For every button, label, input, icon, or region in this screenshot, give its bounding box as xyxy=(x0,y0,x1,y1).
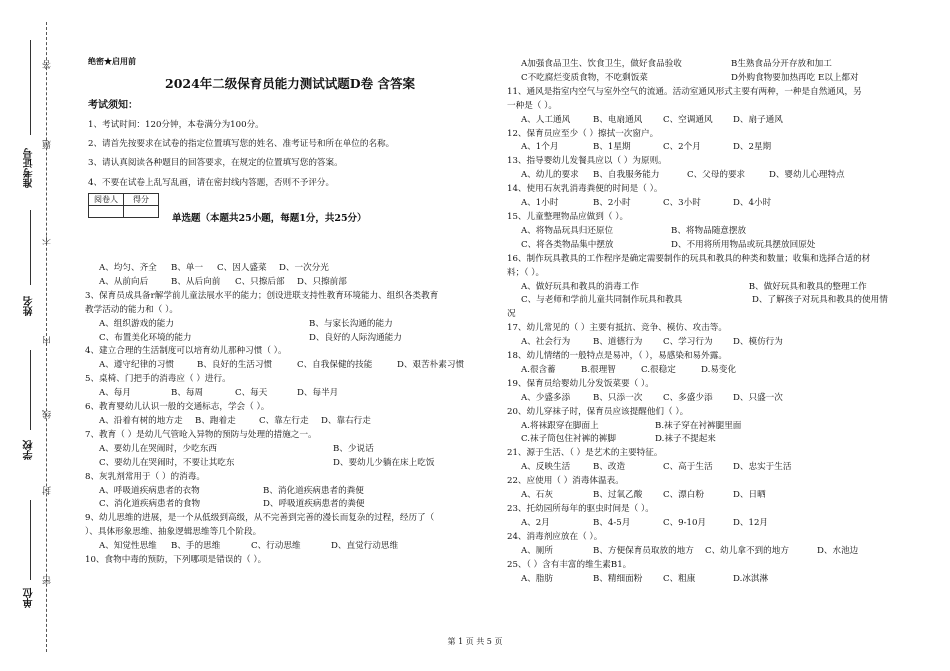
question-line xyxy=(507,364,917,378)
answer-option: A、厕所 xyxy=(521,545,553,556)
question-line: 16、制作玩具教具的工作程序是确定需要制作的玩具和教具的种类和数量；收集和选择合适的材 xyxy=(507,253,871,264)
answer-option: D、了解孩子对玩具和教具的使用情 xyxy=(752,295,888,306)
answer-option: C、将各类物品集中摆放 xyxy=(521,239,614,250)
page-footer: 第 1 页 共 5 页 xyxy=(447,637,503,646)
question-line xyxy=(85,318,495,332)
answer-option: C、因人盛菜 xyxy=(217,263,267,273)
answer-option: B、做好玩具和教具的整理工作 xyxy=(748,281,867,292)
answer-option: C、布置美化环境的能力 xyxy=(99,332,192,343)
notice-item: 1、考试时间：120分钟，本卷满分为100分。 xyxy=(88,120,264,130)
question-line xyxy=(507,58,917,72)
answer-option: C不吃腐烂变质食物，不吃剩饭菜 xyxy=(521,72,648,83)
answer-option: B、改造 xyxy=(593,462,626,473)
score-table xyxy=(88,193,159,218)
school-underline xyxy=(30,350,31,430)
question-line xyxy=(85,276,495,290)
question-line: 20、幼儿穿袜子时，保育员应该提醒他们（ ）。 xyxy=(507,406,689,417)
answer-option: B、少说话 xyxy=(333,443,374,454)
answer-option: D、12月 xyxy=(733,517,769,528)
question-line xyxy=(507,573,917,587)
question-line xyxy=(85,415,495,429)
score-table-score: 得分 xyxy=(124,194,159,206)
answer-option: A.将袜跟穿在脚面上 xyxy=(521,420,599,431)
question-line xyxy=(507,141,917,155)
question-line: ）、具体形象思维、抽象逻辑思维等几个阶段。 xyxy=(85,527,262,538)
question-line: 24、消毒剂应放在（ ）。 xyxy=(507,531,603,542)
question-line xyxy=(85,540,495,554)
question-line xyxy=(507,114,917,128)
answer-option: C、空调通风 xyxy=(663,114,713,125)
question-line xyxy=(85,262,495,276)
question-line xyxy=(507,294,917,308)
answer-option: A、每月 xyxy=(99,388,131,399)
answer-option: B生熟食品分开存放和加工 xyxy=(731,59,832,69)
answer-option: A加强食品卫生、饮食卫生，做好食品验收 xyxy=(521,59,682,69)
answer-option: D、不用将所用物品或玩具摆放回原处 xyxy=(671,239,816,250)
answer-option: A、组织游戏的能力 xyxy=(99,318,174,329)
seal-char-4: 内 xyxy=(43,336,53,345)
answer-option: B、方便保育员取放的地方 xyxy=(593,545,694,556)
answer-option: D、忠实于生活 xyxy=(733,462,792,473)
question-line xyxy=(507,225,917,239)
answer-option: D、一次分光 xyxy=(279,263,329,273)
answer-option: D、只盛一次 xyxy=(733,392,783,403)
seal-char-1: 答 xyxy=(43,60,53,69)
question-line xyxy=(507,461,917,475)
right-question-column xyxy=(507,58,917,586)
seal-char-3: 不 xyxy=(43,236,53,245)
question-line: 23、托幼园所每年的驱虫时间是（ ）。 xyxy=(507,504,654,514)
question-line: 4、建立合理的生活制度可以培育幼儿那种习惯（ ）。 xyxy=(85,346,287,357)
answer-option: D、扇子通风 xyxy=(733,114,783,125)
school-label: 学校 xyxy=(24,440,35,460)
seal-char-6: 封 xyxy=(43,486,53,495)
question-line: 15、儿童整理物品应做到（ ）。 xyxy=(507,211,629,222)
question-line: 3、保育员成具备r解学前儿童法展水平的能力；创设进联支持性教育环境能力、组织各类教育 xyxy=(85,290,439,301)
answer-option: A、1小时 xyxy=(521,198,559,209)
binding-strip xyxy=(0,0,62,671)
answer-option: C、每天 xyxy=(235,388,268,399)
answer-option: D、水池边 xyxy=(817,545,859,556)
score-table-cell xyxy=(89,206,124,218)
question-line xyxy=(507,239,917,253)
question-line: 8、灰乳剂常用于（ ）的消毒。 xyxy=(85,471,205,482)
answer-option: B、过氧乙酸 xyxy=(593,490,643,501)
question-line xyxy=(507,517,917,531)
answer-option: D、呼吸道疾病患者的粪便 xyxy=(263,499,365,510)
answer-option: D外购食物要加热再吃 E以上都对 xyxy=(731,72,859,83)
question-line xyxy=(85,443,495,457)
answer-option: D、良好的人际沟通能力 xyxy=(309,332,402,343)
notice-item: 4、不要在试卷上乱写乱画，请在密封线内答题，否则不予评分。 xyxy=(88,177,335,188)
question-line xyxy=(507,72,917,86)
answer-option: A、知觉性思维 xyxy=(99,541,157,552)
question-line: 9、幼儿思维的进展，是一个从低级到高级，从不完善到完善的漫长而复杂的过程，经历了（ xyxy=(85,513,435,524)
page-title: 2024年二级保育员能力测试试题D卷 含答案 xyxy=(165,76,415,91)
question-line: 18、幼儿情绪的一般特点是易冲，（ ），易感染和易外露。 xyxy=(507,351,727,362)
unit-underline xyxy=(30,500,31,580)
notice-item: 3、请认真阅读各种题目的回答要求，在规定的位置填写您的答案。 xyxy=(88,158,343,169)
answer-option: B、4-5月 xyxy=(593,517,631,528)
answer-option: D、艰苦朴素习惯 xyxy=(397,360,465,371)
question-line xyxy=(507,420,917,434)
notice-list xyxy=(88,116,488,193)
ticket-number-label: 准考证号 xyxy=(24,148,35,188)
answer-option: A、脂肪 xyxy=(521,573,553,584)
answer-option: B、只添一次 xyxy=(593,392,643,403)
left-question-column xyxy=(85,262,495,568)
answer-option: C、9-10月 xyxy=(663,517,707,528)
question-line: 6、教育婴幼儿认识一般的交通标志，学会（ ）。 xyxy=(85,402,270,413)
answer-option: C、父母的要求 xyxy=(687,170,746,181)
answer-option: D、日晒 xyxy=(733,490,766,501)
question-line: 21、源于生活、（ ）是艺术的主要特征。 xyxy=(507,448,663,459)
question-line xyxy=(85,387,495,401)
question-line xyxy=(85,457,495,471)
question-line xyxy=(507,197,917,211)
question-line: 11、通风是指室内空气与室外空气的流通。活动室通风形式主要有两种，一种是自然通风，另 xyxy=(507,86,862,97)
answer-option: A、从前向后 xyxy=(99,276,149,287)
unit-label: 单位 xyxy=(24,588,35,608)
answer-option: D、婴幼儿心理特点 xyxy=(769,170,845,181)
answer-option: B、将物品随意摆放 xyxy=(671,225,747,236)
answer-option: C、漂白粉 xyxy=(663,490,704,501)
question-line: 13、指导婴幼儿发餐具应以（ ）为原则。 xyxy=(507,156,667,167)
question-line: 22、应使用（ ）消毒体温表。 xyxy=(507,476,624,487)
question-line xyxy=(507,545,917,559)
answer-option: C、2个月 xyxy=(663,142,701,153)
answer-option: D、只擦前部 xyxy=(297,276,347,287)
answer-option: C、与老师和学前儿童共同制作玩具和教具 xyxy=(521,295,683,306)
answer-option: C、幼儿拿不到的地方 xyxy=(705,545,789,556)
answer-option: A、2月 xyxy=(521,517,550,528)
answer-option: D、每半月 xyxy=(297,388,339,399)
answer-option: B、道德行为 xyxy=(593,337,643,348)
answer-option: B、自我服务能力 xyxy=(593,170,660,181)
notice-item: 2、请首先按要求在试卷的指定位置填写您的姓名、准考证号和所在单位的名称。 xyxy=(88,139,395,150)
answer-option: B、跑着走 xyxy=(195,415,236,426)
answer-option: D、2星期 xyxy=(733,142,772,153)
answer-option: B、单一 xyxy=(171,263,204,273)
answer-option: B、1星期 xyxy=(593,142,631,153)
answer-option: D.冰淇淋 xyxy=(733,573,769,584)
question-line: 19、保育员给婴幼儿分发饭菜要（ ）。 xyxy=(507,378,654,389)
notice-heading: 考试须知： xyxy=(88,100,138,111)
question-line xyxy=(507,336,917,350)
ticket-underline xyxy=(30,40,31,135)
answer-option: D.袜子不提起来 xyxy=(655,434,716,445)
answer-option: B、电扇通风 xyxy=(593,114,643,125)
answer-option: C、行动思维 xyxy=(251,541,301,552)
secret-mark: 绝密★启用前 xyxy=(88,56,136,66)
question-line: 10、食物中毒的预防，下列哪项是错误的（ ）。 xyxy=(85,555,267,566)
question-line xyxy=(85,359,495,373)
score-table-reviewer: 阅卷人 xyxy=(89,194,124,206)
seal-char-2: 题 xyxy=(43,140,53,149)
answer-option: B.很理智 xyxy=(581,364,616,375)
answer-option: A、呼吸道疾病患者的衣物 xyxy=(99,485,200,496)
question-line: 12、保育员应至少（ ）擦拭一次窗户。 xyxy=(507,128,659,139)
question-line xyxy=(507,281,917,295)
question-line xyxy=(507,489,917,503)
answer-option: A、做好玩具和教具的消毒工作 xyxy=(521,281,639,292)
answer-option: A、反映生活 xyxy=(521,462,571,473)
answer-option: A、幼儿的要求 xyxy=(521,170,579,181)
seal-char-7: 密 xyxy=(43,576,53,585)
question-line xyxy=(507,433,917,447)
question-line: 况 xyxy=(507,309,516,320)
answer-option: C.很稳定 xyxy=(641,364,676,375)
question-line xyxy=(507,169,917,183)
question-line xyxy=(85,498,495,512)
section-heading: 单选题（本题共25小题，每题1分，共25分） xyxy=(172,213,367,224)
question-line: 料；（ ）。 xyxy=(507,267,545,278)
answer-option: A、遵守纪律的习惯 xyxy=(99,360,174,371)
answer-option: A、1个月 xyxy=(521,142,559,153)
answer-option: A、社会行为 xyxy=(521,337,571,348)
question-line: 7、教育（ ）是幼儿气管呛入异物的预防与处理的措施之一。 xyxy=(85,429,317,440)
answer-option: B.袜子穿在衬裤腿里面 xyxy=(655,420,742,431)
answer-option: B、从后向前 xyxy=(171,276,221,287)
question-line: 17、幼儿常见的（ ）主要有抵抗、竞争、模仿、攻击等。 xyxy=(507,323,727,334)
answer-option: B、每周 xyxy=(171,388,204,399)
question-line: 一种是（ ）。 xyxy=(507,100,557,111)
question-line: 25、（ ）含有丰富的维生素B1。 xyxy=(507,559,632,570)
answer-option: D、4小时 xyxy=(733,198,772,209)
answer-option: D.易变化 xyxy=(701,364,737,375)
answer-option: A、将物品玩具归还原位 xyxy=(521,225,614,236)
answer-option: B、手的思维 xyxy=(171,541,221,552)
answer-option: B、良好的生活习惯 xyxy=(197,360,273,371)
answer-option: C、自我保健的技能 xyxy=(297,360,373,371)
question-line: 教学活动的能力和（ ）。 xyxy=(85,304,178,315)
answer-option: C、只擦后部 xyxy=(235,276,285,287)
answer-option: C、3小时 xyxy=(663,198,701,209)
answer-option: A、均匀、齐全 xyxy=(99,263,157,273)
answer-option: D、要幼儿少躺在床上吃饭 xyxy=(333,457,435,468)
answer-option: B、精细面粉 xyxy=(593,573,643,584)
answer-option: C、多盛少添 xyxy=(663,392,713,403)
answer-option: D、直觉行动思维 xyxy=(331,541,399,552)
seal-char-5: 线 xyxy=(43,410,53,419)
answer-option: A.很含蓄 xyxy=(521,364,556,375)
answer-option: C、要幼儿在哭闹时，不要让其吃东 xyxy=(99,457,235,468)
answer-option: D、模仿行为 xyxy=(733,337,783,348)
question-line: 14、使用石灰乳消毒粪便的时间是（ ）。 xyxy=(507,184,663,195)
answer-option: C、学习行为 xyxy=(663,337,713,348)
question-line xyxy=(85,485,495,499)
answer-option: A、要幼儿在哭闹时，少吃东西 xyxy=(99,443,217,454)
answer-option: C、高于生活 xyxy=(663,462,713,473)
answer-option: C、粗康 xyxy=(663,573,696,584)
answer-option: C、靠左行走 xyxy=(259,415,309,426)
answer-option: D、靠右行走 xyxy=(321,415,371,426)
answer-option: A、石灰 xyxy=(521,490,553,501)
answer-option: A、少盛多添 xyxy=(521,392,571,403)
answer-option: A、沿着有树的地方走 xyxy=(99,415,183,426)
answer-option: A、人工通风 xyxy=(521,114,571,125)
answer-option: B、2小时 xyxy=(593,198,631,209)
answer-option: C、消化道疾病患者的食物 xyxy=(99,499,201,510)
name-label: 姓名 xyxy=(24,296,35,316)
answer-option: B、消化道疾病患者的粪便 xyxy=(263,485,364,496)
answer-option: B、与家长沟通的能力 xyxy=(309,318,393,329)
question-line xyxy=(507,392,917,406)
question-line: 5、桌椅、门把手的消毒应（ ）进行。 xyxy=(85,374,231,385)
answer-option: C.袜子筒包住衬裤的裤脚 xyxy=(521,434,616,445)
score-table-cell xyxy=(124,206,159,218)
name-underline xyxy=(30,210,31,285)
question-line xyxy=(85,332,495,346)
